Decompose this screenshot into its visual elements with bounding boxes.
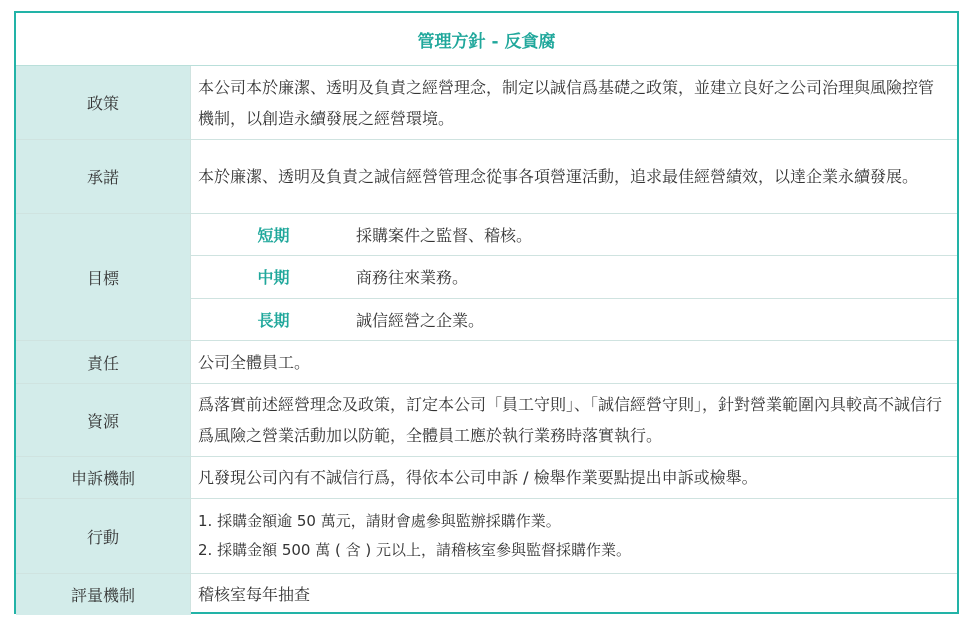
row-label: 資源 — [16, 384, 191, 456]
row-content — [191, 499, 957, 573]
row-content — [191, 384, 957, 456]
row-policy — [16, 66, 957, 140]
row-text: 本公司本於廉潔、透明及負責之經營理念，制定以誠信爲基礎之政策，並建立良好之公司治理與風險控管機制，以創造永續發展之經營環境。 — [198, 77, 935, 128]
goal-item — [191, 214, 957, 256]
row-content — [191, 140, 957, 213]
row-label: 目標 — [16, 214, 191, 340]
row-goals — [16, 214, 957, 341]
goal-desc: 採購案件之監督、稽核。 — [356, 226, 533, 246]
row-text: 爲落實前述經營理念及政策，訂定本公司「員工守則」、「誠信經營守則」，針對營業範圍內具較高不誠信行爲風險之營業活動加以防範，全體員工應於執行業務時落實執行。 — [198, 395, 943, 445]
row-text: 公司全體員工。 — [198, 352, 311, 372]
goal-term: 中期 — [257, 268, 290, 288]
row-evaluation — [16, 574, 957, 615]
goal-desc: 誠信經營之企業。 — [356, 310, 485, 330]
row-label: 行動 — [16, 499, 191, 573]
goal-item — [191, 256, 957, 298]
row-label: 政策 — [16, 66, 191, 139]
row-label: 申訴機制 — [16, 457, 191, 498]
action-line: 1. 採購金額逾 50 萬元，請財會處參與監辦採購作業。 — [198, 512, 561, 530]
row-label: 承諾 — [16, 140, 191, 213]
policy-table — [14, 11, 959, 614]
row-content — [191, 66, 957, 139]
row-actions — [16, 499, 957, 574]
row-commitment — [16, 140, 957, 214]
action-line: 2. 採購金額 500 萬 ( 含 ) 元以上，請稽核室參與監督採購作業。 — [198, 541, 632, 559]
goal-desc: 商務往來業務。 — [356, 268, 469, 288]
row-content — [191, 457, 957, 498]
row-resources — [16, 384, 957, 457]
goals-list — [191, 214, 957, 340]
table-title: 管理方針 - 反貪腐 — [16, 13, 957, 66]
row-responsibility — [16, 341, 957, 384]
row-label: 責任 — [16, 341, 191, 383]
row-content — [191, 341, 957, 383]
row-label: 評量機制 — [16, 574, 191, 615]
row-content — [191, 574, 957, 615]
goal-term: 長期 — [257, 310, 290, 330]
row-text: 凡發現公司內有不誠信行爲，得依本公司申訴 / 檢舉作業要點提出申訴或檢舉。 — [198, 468, 758, 487]
row-text: 本於廉潔、透明及負責之誠信經營管理念從事各項營運活動，追求最佳經營績效，以達企業永續發展。 — [198, 167, 919, 186]
goal-term: 短期 — [257, 226, 290, 246]
row-grievance — [16, 457, 957, 499]
row-text: 稽核室每年抽查 — [198, 585, 311, 604]
goal-item — [191, 299, 957, 340]
